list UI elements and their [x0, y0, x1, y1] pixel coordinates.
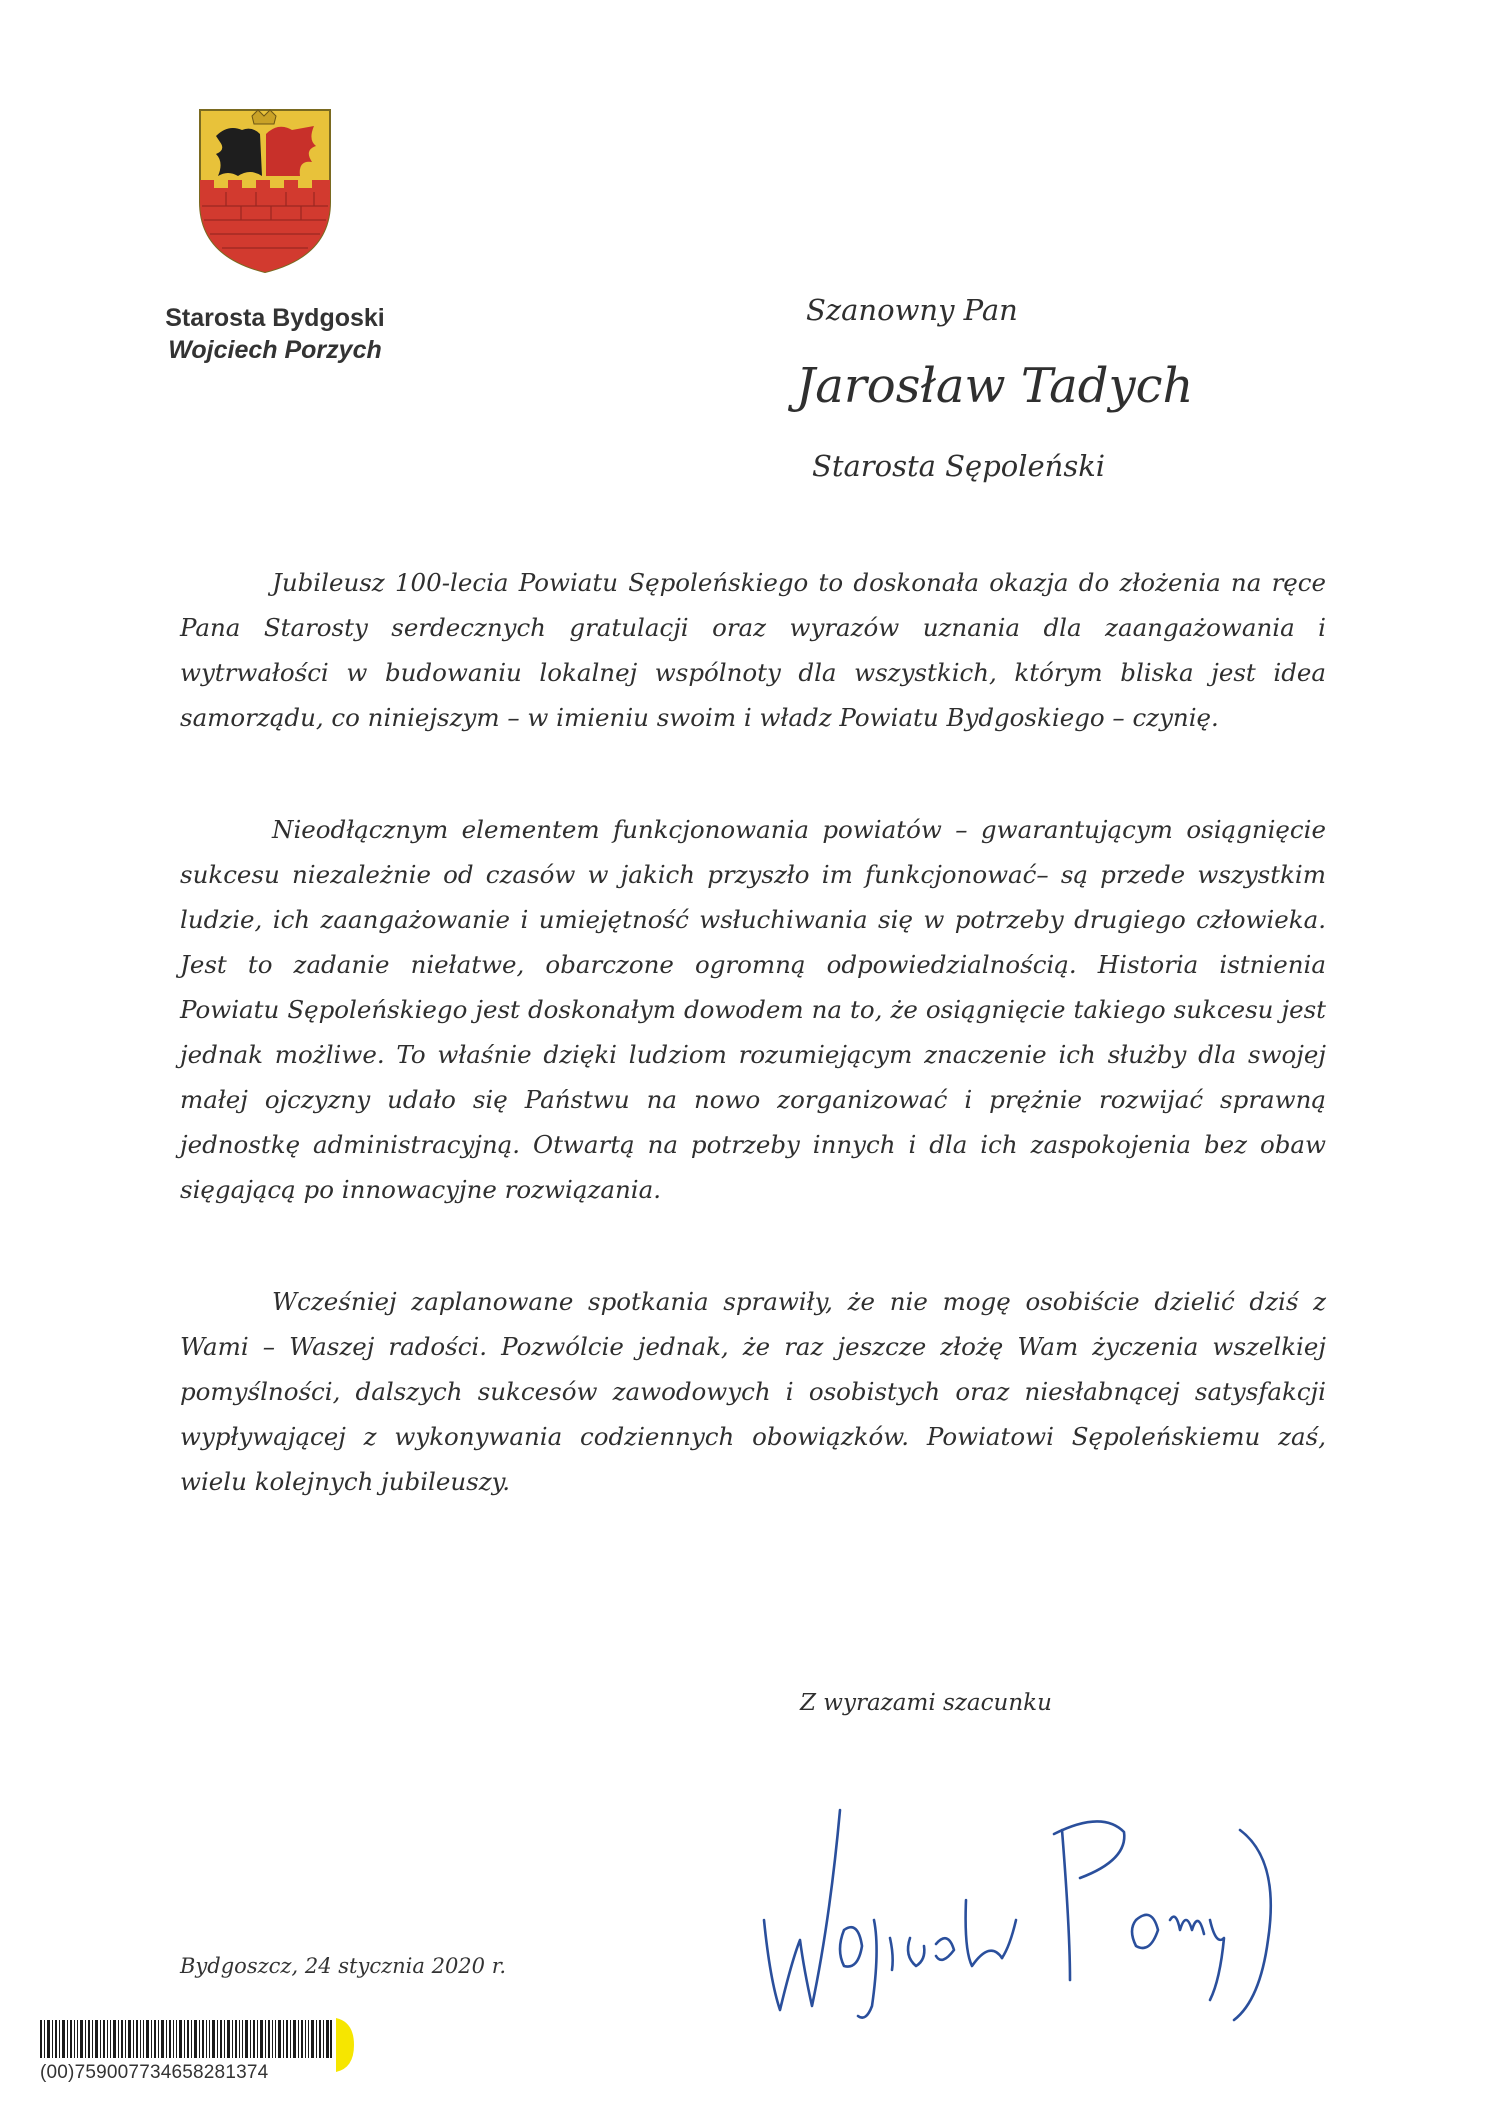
body-paragraph: Nieodłącznym elementem funkcjonowania powiatów – gwarantującym osiągnięcie sukcesu niezależnie od czasów w jakich przyszło im funkcjonować– są przede wszystkim ludzie, ich zaangażowanie i umiejętność wsłuchiwania się w potrzeby drugiego człowieka. Jest to zadanie niełatwe, obarczone ogromną odpowiedzialnością. Historia istnienia Powiatu Sępoleńskiego jest doskonałym dowodem na to, że osiągnięcie takiego sukcesu jest jednak możliwe. To właśnie dzięki ludziom rozumiejącym znaczenie ich służby dla swojej małej ojczyzny udało się Państwu na nowo zorganizować i prężnie rozwijać sprawną jednostkę administracyjną. Otwartą na potrzeby innych i dla ich zaspokojenia bez obaw sięgającą po innowacyjne rozwiązania. — [180, 815, 1326, 1204]
sender-office: Starosta Bydgoski — [165, 304, 385, 332]
recipient-block — [796, 290, 1360, 486]
salutation: Szanowny Pan — [806, 293, 1018, 327]
barcode-number: (00)759007734658281374 — [40, 2062, 269, 2083]
sender-block — [130, 302, 420, 366]
barcode-icon — [40, 2020, 332, 2058]
coat-of-arms-icon — [196, 106, 334, 276]
place-date: Bydgoszcz, 24 stycznia 2020 r. — [180, 1954, 507, 1978]
sender-name: Wojciech Porzych — [168, 336, 382, 364]
recipient-name: Jarosław Tadych — [796, 358, 1194, 414]
highlight-mark — [334, 2014, 356, 2076]
recipient-title: Starosta Sępoleński — [812, 449, 1106, 483]
body-paragraph: Jubileusz 100-lecia Powiatu Sępoleńskiego to doskonała okazja do złożenia na ręce Pana Starosty serdecznych gratulacji oraz wyrazów uznania dla zaangażowania i wytrwałości w budowaniu lokalnej wspólnoty dla wszystkich, którym bliska jest idea samorządu, co niniejszym – w imieniu swoim i władz Powiatu Bydgoskiego – czynię. — [180, 568, 1326, 732]
closing-regards: Z wyrazami szacunku — [800, 1690, 1052, 1716]
signature-image — [740, 1770, 1300, 2040]
letter-body — [180, 560, 1326, 1504]
body-paragraph: Wcześniej zaplanowane spotkania sprawiły, że nie mogę osobiście dzielić dziś z Wami – Waszej radości. Pozwólcie jednak, że raz jeszcze złożę Wam życzenia wszelkiej pomyślności, dalszych sukcesów zawodowych i osobistych oraz niesłabnącej satysfakcji wypływającej z wykonywania codziennych obowiązków. Powiatowi Sępoleńskiemu zaś, wielu kolejnych jubileuszy. — [180, 1287, 1326, 1496]
